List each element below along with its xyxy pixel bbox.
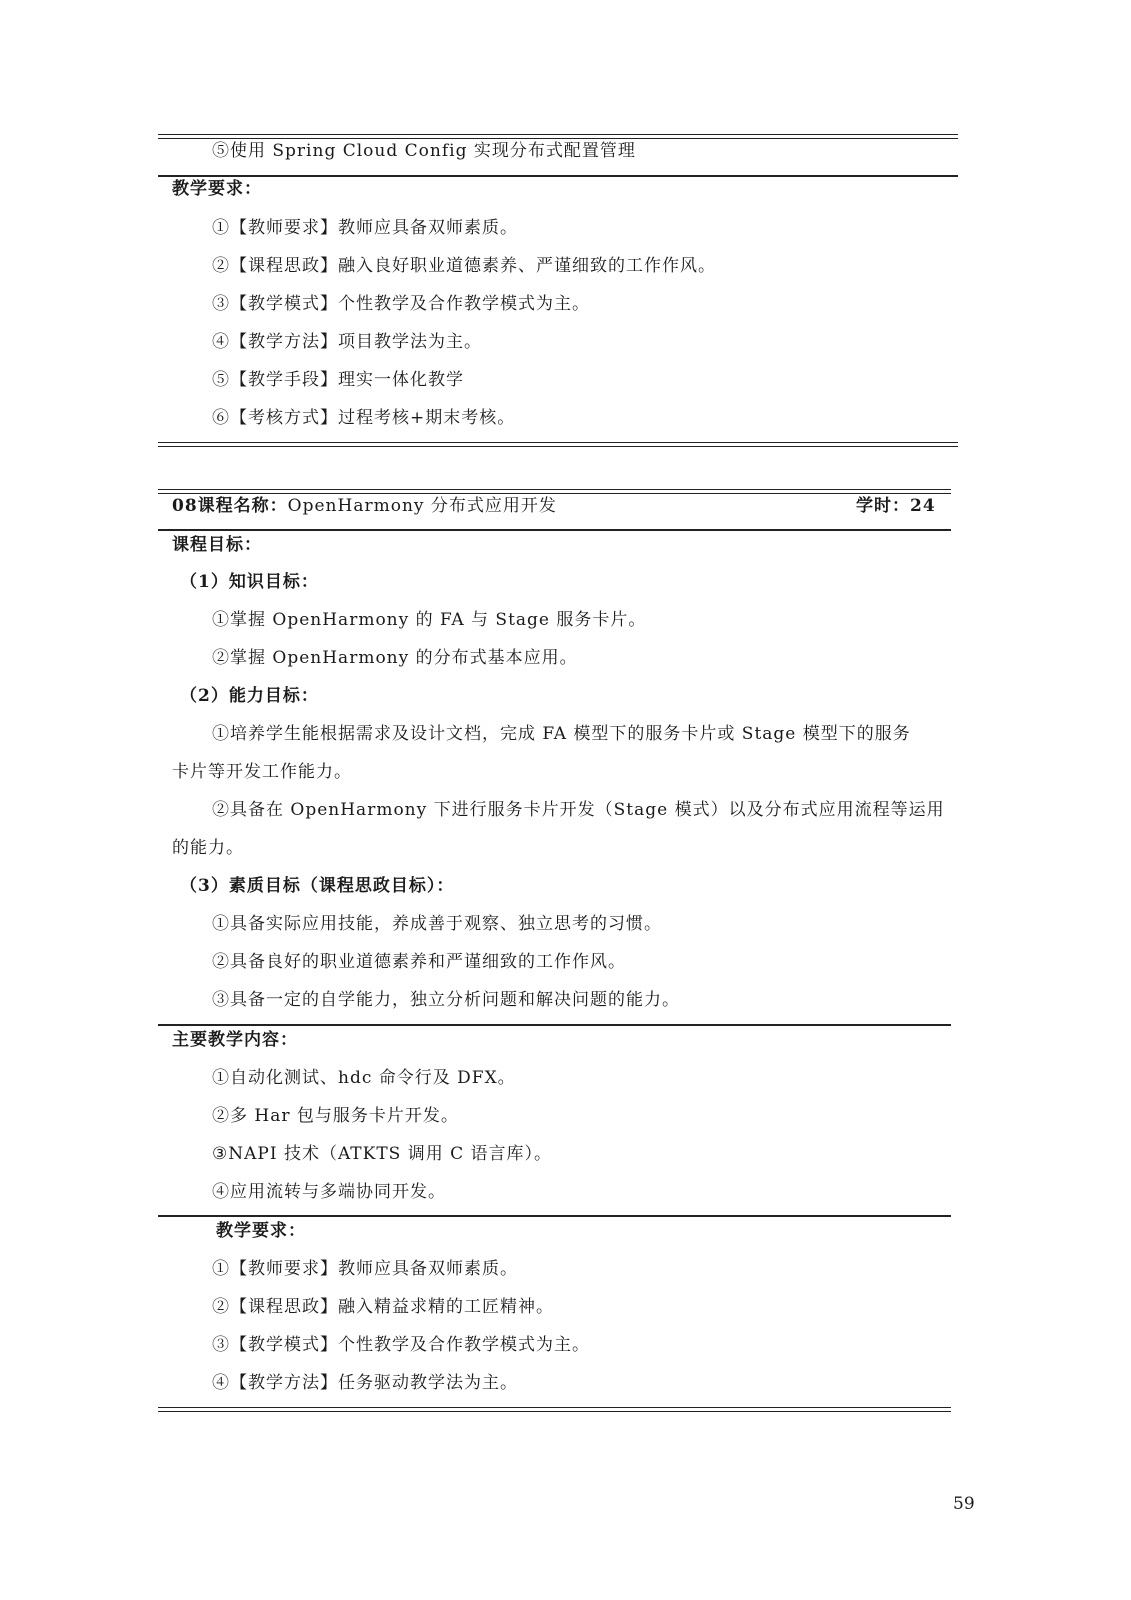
subsection-heading: （2）能力目标：: [180, 686, 319, 706]
section-heading: 教学要求：: [216, 1221, 306, 1241]
content-item: ④应用流转与多端协同开发。: [212, 1182, 446, 1202]
goal-item: ①具备实际应用技能，养成善于观察、独立思考的习惯。: [212, 914, 662, 934]
requirement-item: ①【教师要求】教师应具备双师素质。: [212, 1259, 518, 1279]
content-item: ②多 Har 包与服务卡片开发。: [212, 1106, 459, 1126]
goal-item: ②掌握 OpenHarmony 的分布式基本应用。: [212, 648, 578, 668]
section-heading: 教学要求：: [172, 179, 262, 199]
goal-item: ②具备在 OpenHarmony 下进行服务卡片开发（Stage 模式）以及分布式应用流程等运用: [212, 800, 945, 820]
requirement-item: ②【课程思政】融入良好职业道德素养、严谨细致的工作作风。: [212, 256, 716, 276]
goal-item: ①培养学生能根据需求及设计文档，完成 FA 模型下的服务卡片或 Stage 模型下的服务: [212, 724, 911, 744]
requirement-item: ⑤【教学手段】理实一体化教学: [212, 370, 464, 390]
requirement-item: ⑥【考核方式】过程考核+期末考核。: [212, 408, 516, 428]
section-heading: 主要教学内容：: [172, 1030, 298, 1050]
table-bottom-rule: [158, 442, 958, 447]
content-item: ⑤使用 Spring Cloud Config 实现分布式配置管理: [212, 141, 636, 161]
goal-item-continued: 卡片等开发工作能力。: [172, 762, 352, 782]
requirement-item: ④【教学方法】任务驱动教学法为主。: [212, 1373, 518, 1393]
course-number: 08: [172, 496, 198, 516]
requirement-item: ③【教学模式】个性教学及合作教学模式为主。: [212, 294, 590, 314]
table-bottom-rule: [158, 1407, 951, 1412]
section-divider: [158, 1215, 951, 1217]
goal-item: ③具备一定的自学能力，独立分析问题和解决问题的能力。: [212, 990, 680, 1010]
course-hours: [856, 494, 936, 518]
subsection-heading: （1）知识目标：: [180, 572, 319, 592]
section-divider: [158, 529, 951, 531]
goal-item: ①掌握 OpenHarmony 的 FA 与 Stage 服务卡片。: [212, 610, 647, 630]
page-number: 59: [953, 1494, 975, 1514]
subsection-heading: （3）素质目标（课程思政目标）：: [180, 876, 455, 896]
course-title: [172, 494, 557, 518]
requirement-item: ④【教学方法】项目教学法为主。: [212, 332, 482, 352]
section-heading: 课程目标：: [172, 535, 262, 555]
requirement-item: ①【教师要求】教师应具备双师素质。: [212, 218, 518, 238]
hours-value: 24: [910, 496, 936, 516]
course-label: 课程名称：: [197, 496, 288, 516]
section-divider: [158, 1024, 951, 1026]
requirement-item: ③【教学模式】个性教学及合作教学模式为主。: [212, 1335, 590, 1355]
goal-item: ②具备良好的职业道德素养和严谨细致的工作作风。: [212, 952, 626, 972]
content-item: ③NAPI 技术（ATKTS 调用 C 语言库）。: [212, 1144, 553, 1164]
course-name: OpenHarmony 分布式应用开发: [287, 496, 557, 516]
content-item: ①自动化测试、hdc 命令行及 DFX。: [212, 1068, 516, 1088]
hours-label: 学时：: [856, 496, 910, 516]
section-divider: [158, 175, 958, 177]
goal-item-continued: 的能力。: [172, 838, 244, 858]
requirement-item: ②【课程思政】融入精益求精的工匠精神。: [212, 1297, 554, 1317]
